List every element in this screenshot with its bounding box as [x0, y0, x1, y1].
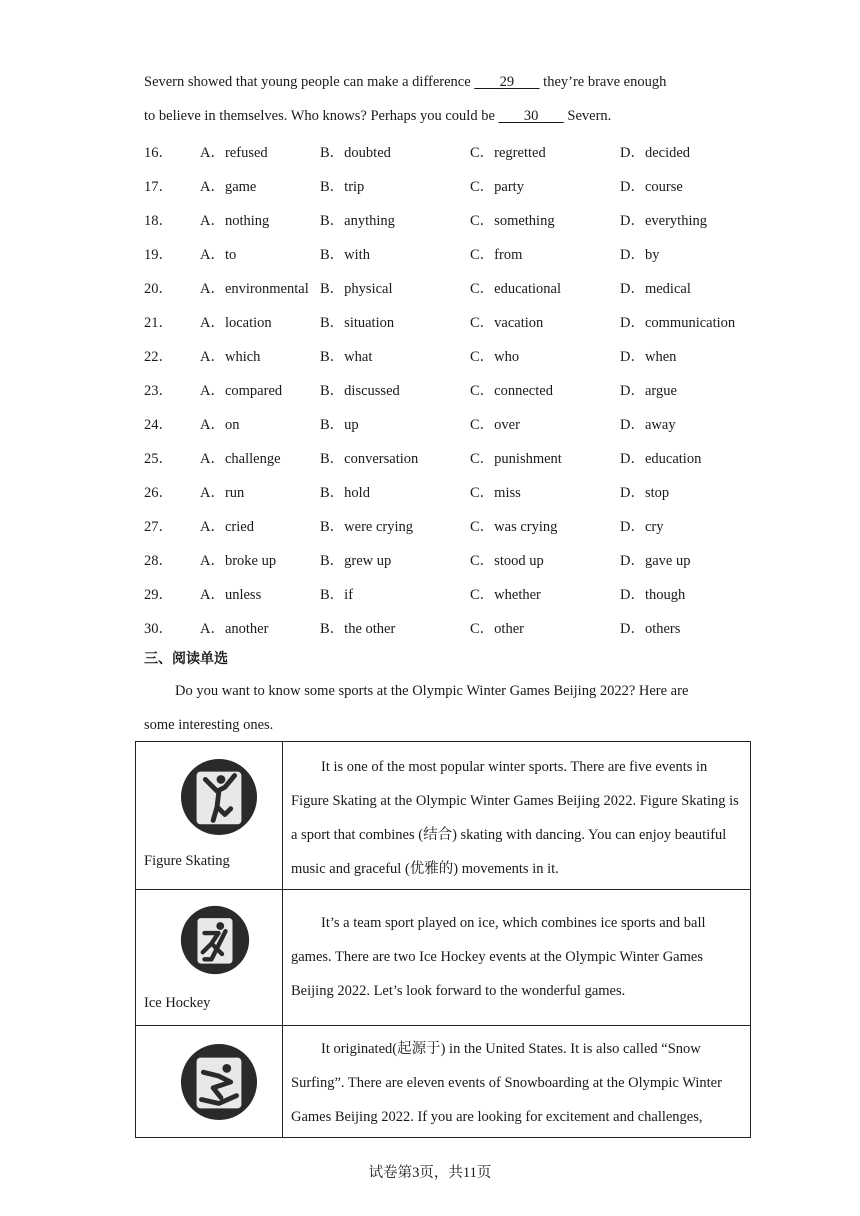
text: they’re brave enough — [539, 74, 667, 90]
option-d[interactable]: D．course — [620, 179, 683, 195]
option-b[interactable]: B．hold — [320, 485, 370, 501]
question-row — [144, 345, 784, 365]
option-b[interactable]: B．physical — [320, 281, 393, 297]
question-number: 19． — [144, 247, 173, 263]
option-b[interactable]: B．anything — [320, 213, 395, 229]
option-a[interactable]: A．which — [200, 349, 261, 365]
option-a[interactable]: A．cried — [200, 519, 254, 535]
question-number: 17． — [144, 179, 173, 195]
passage-line-1 — [144, 74, 666, 91]
sport-description: It’s a team sport played on ice, which combines ice sports and ball games. There are two Ice Hockey events at the Olympic Winter Games Beijing 2022. Let’s look forward to the wonderful games. — [283, 890, 751, 1026]
option-d[interactable]: D．gave up — [620, 553, 691, 569]
option-a[interactable]: A．refused — [200, 145, 268, 161]
option-b[interactable]: B．grew up — [320, 553, 392, 569]
option-d[interactable]: D．away — [620, 417, 676, 433]
text: Severn. — [563, 108, 612, 124]
option-c[interactable]: C．educational — [470, 281, 562, 297]
sport-name: Ice Hockey — [144, 995, 211, 1011]
question-number: 29． — [144, 587, 173, 603]
option-a[interactable]: A．on — [200, 417, 240, 433]
option-a[interactable]: A．run — [200, 485, 245, 501]
question-row — [144, 617, 784, 637]
option-a[interactable]: A．broke up — [200, 553, 277, 569]
option-b[interactable]: B．up — [320, 417, 359, 433]
question-number: 25． — [144, 451, 173, 467]
question-row — [144, 141, 784, 161]
question-number: 30． — [144, 621, 173, 637]
option-d[interactable]: D．cry — [620, 519, 664, 535]
table-row — [136, 742, 751, 890]
option-b[interactable]: B．doubted — [320, 145, 391, 161]
option-b[interactable]: B．trip — [320, 179, 365, 195]
sport-image-cell — [136, 742, 283, 890]
question-number: 23． — [144, 383, 173, 399]
reading-intro-line-2: some interesting ones. — [144, 717, 274, 733]
option-a[interactable]: A．challenge — [200, 451, 281, 467]
section-title: 三、阅读单选 — [144, 651, 228, 667]
question-number: 22． — [144, 349, 173, 365]
option-c[interactable]: C．over — [470, 417, 520, 433]
question-number: 20． — [144, 281, 173, 297]
sport-name: Figure Skating — [144, 853, 230, 869]
option-c[interactable]: C．vacation — [470, 315, 544, 331]
question-number: 18． — [144, 213, 173, 229]
page-footer: 试卷第3页，共11页 — [368, 1165, 492, 1181]
option-b[interactable]: B．discussed — [320, 383, 400, 399]
option-a[interactable]: A．unless — [200, 587, 262, 603]
option-d[interactable]: D．communication — [620, 315, 736, 331]
option-c[interactable]: C．something — [470, 213, 555, 229]
option-a[interactable]: A．nothing — [200, 213, 270, 229]
option-c[interactable]: C．other — [470, 621, 524, 637]
option-a[interactable]: A．location — [200, 315, 272, 331]
option-d[interactable]: D．education — [620, 451, 702, 467]
option-d[interactable]: D．argue — [620, 383, 677, 399]
option-d[interactable]: D．everything — [620, 213, 707, 229]
option-c[interactable]: C．from — [470, 247, 523, 263]
option-b[interactable]: B．situation — [320, 315, 395, 331]
option-b[interactable]: B．with — [320, 247, 370, 263]
option-c[interactable]: C．whether — [470, 587, 541, 603]
question-number: 24． — [144, 417, 173, 433]
table-row — [136, 1026, 751, 1138]
option-c[interactable]: C．punishment — [470, 451, 562, 467]
text: Severn showed that young people can make a difference — [144, 74, 475, 90]
option-b[interactable]: B．what — [320, 349, 373, 365]
option-b[interactable]: B．if — [320, 587, 354, 603]
option-c[interactable]: C．stood up — [470, 553, 544, 569]
option-c[interactable]: C．connected — [470, 383, 553, 399]
table-row — [136, 890, 751, 1026]
question-number: 27． — [144, 519, 173, 535]
question-row — [144, 277, 784, 297]
sport-description: It is one of the most popular winter sports. There are five events in Figure Skating at the Olympic Winter Games Beijing 2022. Figure Skating is a sport that combines (结合) skating with dancing. You can enjoy beautiful music and graceful (优雅的) movements in it. — [283, 742, 751, 890]
reading-intro-line-1: Do you want to know some sports at the Olympic Winter Games Beijing 2022? Here are — [175, 683, 689, 699]
snowboarding-icon — [180, 1043, 258, 1121]
question-row — [144, 209, 784, 229]
option-b[interactable]: B．were crying — [320, 519, 414, 535]
question-number: 28． — [144, 553, 173, 569]
figure-skating-icon — [180, 758, 258, 836]
question-number: 26． — [144, 485, 173, 501]
question-number: 21． — [144, 315, 173, 331]
blank-29: 29 — [499, 74, 515, 90]
option-d[interactable]: D．by — [620, 247, 660, 263]
blank-30: 30 — [523, 108, 539, 124]
option-d[interactable]: D．decided — [620, 145, 691, 161]
question-row — [144, 413, 784, 433]
question-row — [144, 583, 784, 603]
option-c[interactable]: C．who — [470, 349, 520, 365]
question-row — [144, 243, 784, 263]
option-a[interactable]: A．another — [200, 621, 269, 637]
option-c[interactable]: C．regretted — [470, 145, 546, 161]
option-a[interactable]: A．environmental — [200, 281, 309, 297]
option-b[interactable]: B．conversation — [320, 451, 419, 467]
question-number: 16． — [144, 145, 173, 161]
option-a[interactable]: A．to — [200, 247, 237, 263]
option-d[interactable]: D．stop — [620, 485, 670, 501]
option-d[interactable]: D．medical — [620, 281, 691, 297]
question-row — [144, 515, 784, 535]
option-d[interactable]: D．others — [620, 621, 681, 637]
option-d[interactable]: D．when — [620, 349, 677, 365]
question-row — [144, 481, 784, 501]
option-c[interactable]: C．party — [470, 179, 524, 195]
ice-hockey-icon — [180, 905, 250, 975]
option-d[interactable]: D．though — [620, 587, 686, 603]
question-row — [144, 549, 784, 569]
option-a[interactable]: A．game — [200, 179, 257, 195]
sport-image-cell — [136, 1026, 283, 1138]
option-c[interactable]: C．miss — [470, 485, 521, 501]
sport-image-cell — [136, 890, 283, 1026]
sports-table — [135, 741, 751, 1138]
option-c[interactable]: C．was crying — [470, 519, 558, 535]
option-a[interactable]: A．compared — [200, 383, 283, 399]
text: to believe in themselves. Who knows? Perhaps you could be — [144, 108, 499, 124]
passage-line-2 — [144, 108, 611, 125]
sport-description: It originated(起源于) in the United States. It is also called “Snow Surfing”. There are eleven events of Snowboarding at the Olympic Winter Games Beijing 2022. If you are looking for excitement and challenges, — [283, 1026, 751, 1138]
question-row — [144, 447, 784, 467]
question-row — [144, 175, 784, 195]
question-row — [144, 379, 784, 399]
question-row — [144, 311, 784, 331]
option-b[interactable]: B．the other — [320, 621, 396, 637]
